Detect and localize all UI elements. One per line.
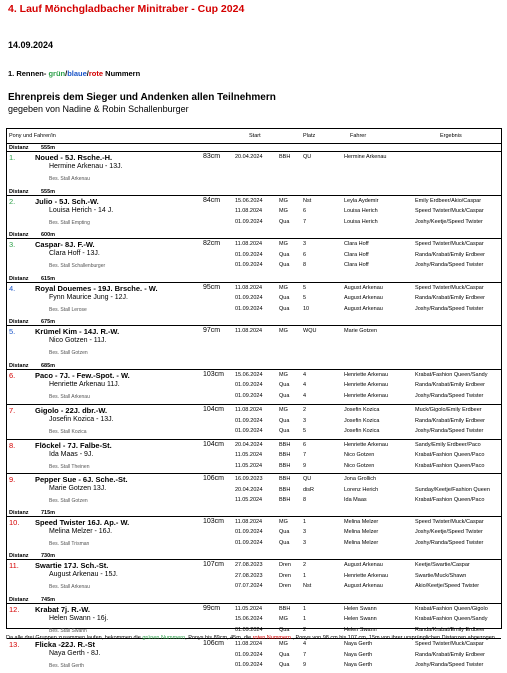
result-driver: Clara Hoff — [344, 241, 369, 247]
pony-number: 5. — [9, 327, 16, 336]
result-outcome: Speed Twister/Muck/Caspar — [415, 241, 484, 247]
stable-owner: Bes. Stall Gotzen — [49, 350, 88, 356]
result-driver: August Arkenau — [344, 295, 383, 301]
rider-name: Naya Gerth - 8J. — [49, 650, 101, 657]
distanz-row — [7, 274, 501, 283]
distanz-label: Distanz — [9, 319, 29, 325]
result-date: 01.09.2024 — [235, 382, 263, 388]
result-driver: Clara Hoff — [344, 251, 369, 258]
result-driver: Josefin Kozica — [344, 428, 380, 434]
pony-number: 7. — [9, 406, 16, 415]
footer-note: Da alle drei Gruppen zusammen laufen, bekommen die grünen Nummern, Ponys bis 89cm, 45m, die roten Nummern , Ponys von 98 cm bis 107 cm, 15m von ihrer ursprünglichen Distanzen abgezogen — [6, 635, 495, 641]
result-outcome: Krabat/Fashion Queen/Paco — [415, 462, 485, 469]
result-place: 8 — [303, 262, 307, 268]
result-venue: BBH — [279, 154, 291, 160]
result-outcome: Joshy/Randa/Speed Twister — [415, 428, 484, 434]
distanz-label: Distanz — [9, 596, 29, 603]
distanz-value: 555m — [41, 145, 56, 151]
result-driver: Henriette Arkenau — [344, 382, 389, 388]
result-place: 9 — [303, 462, 307, 469]
header-ergebnis: Ergebnis — [440, 133, 462, 139]
pony-name: Krabat 7j. R.-W. — [35, 604, 91, 614]
result-place: WQU — [303, 328, 317, 334]
result-outcome: Akio/Keetje/Speed Twister — [415, 583, 480, 589]
distanz-label: Distanz — [9, 145, 29, 151]
result-driver: Ida Maas — [344, 497, 367, 503]
result-venue: Dren — [279, 562, 291, 568]
pony-name: Pepper Sue - 6J. Sche.-St. — [35, 475, 128, 484]
result-date: 15.06.2024 — [235, 197, 263, 204]
result-driver: August Arkenau — [344, 305, 383, 312]
pony-number: 11. — [9, 561, 19, 570]
result-date: 07.07.2024 — [235, 583, 263, 589]
result-driver: August Arkenau — [344, 583, 383, 589]
rider-name: Henriette Arkenau 11J. — [49, 380, 120, 388]
distanz-row — [7, 551, 501, 560]
result-date: 27.08.2023 — [235, 572, 263, 579]
result-date: 15.06.2024 — [235, 616, 263, 622]
result-driver: Lorenz Herich — [344, 486, 379, 493]
pony-name: Julio - 5J. Sch.-W. — [35, 196, 99, 206]
result-venue: BBH — [279, 497, 291, 503]
result-date: 01.09.2024 — [235, 251, 263, 258]
pony-name: Caspar- 8J. F.-W. — [35, 240, 95, 249]
result-date: 11.05.2024 — [235, 452, 263, 458]
result-driver: Helen Swann — [344, 605, 377, 612]
result-date: 20.04.2024 — [235, 154, 263, 160]
pony-number: 9. — [9, 475, 16, 484]
pony-number: 10. — [9, 517, 20, 527]
table-row — [7, 439, 501, 474]
table-row — [7, 152, 501, 186]
result-date: 01.09.2024 — [235, 662, 263, 668]
distanz-row — [7, 508, 501, 517]
result-driver: Naya Gerth — [344, 651, 373, 658]
result-date: 11.05.2024 — [235, 605, 263, 612]
result-date: 01.09.2024 — [235, 428, 263, 434]
result-driver: August Arkenau — [344, 562, 383, 568]
distanz-value: 675m — [41, 319, 56, 325]
sponsor-line: gegeben von Nadine & Robin Schallenburger — [8, 104, 189, 114]
result-outcome: Krabat/Fashion Queen/Sandy — [415, 371, 488, 378]
result-venue: Qua — [279, 218, 290, 225]
rider-name: Melina Melzer - 16J. — [49, 527, 113, 535]
stable-owner: Bes. Stall Schallenburger — [49, 263, 106, 269]
distanz-label: Distanz — [9, 232, 29, 238]
result-date: 11.08.2024 — [235, 407, 263, 413]
result-venue: MG — [279, 518, 288, 525]
pony-number: 4. — [9, 283, 16, 293]
result-venue: BBH — [279, 462, 291, 469]
result-date: 01.09.2024 — [235, 529, 263, 535]
pony-height: 103cm — [203, 517, 225, 525]
result-place: 8 — [303, 497, 307, 503]
result-place: 2 — [303, 626, 307, 633]
result-venue: MG — [279, 284, 288, 291]
rider-name: Josefin Kozica - 13J. — [49, 416, 114, 423]
distanz-row — [7, 595, 501, 604]
result-venue: BBH — [279, 486, 291, 493]
result-date: 01.09.2024 — [235, 295, 263, 301]
rider-name: Clara Hoff - 13J. — [49, 250, 100, 257]
table-row — [7, 326, 501, 360]
result-outcome: Joshy/Randa/Speed Twister — [415, 305, 484, 312]
pony-number: 8. — [9, 440, 16, 450]
race-subtitle: 1. Rennen- grün/blaue/rote Nummern — [8, 69, 141, 78]
result-driver: Naya Gerth — [344, 641, 373, 647]
honor-prize-heading: Ehrenpreis dem Sieger und Andenken allen Teilnehmern — [8, 92, 276, 103]
result-venue: Qua — [279, 382, 290, 388]
result-outcome: Keetje/Swartie/Caspar — [415, 562, 470, 568]
rider-name: Marie Gotzen 13J. — [49, 485, 107, 492]
result-date: 01.09.2024 — [235, 305, 263, 312]
pony-number: 1. — [9, 153, 16, 162]
result-date: 27.08.2023 — [235, 562, 263, 568]
table-row — [7, 638, 501, 673]
result-venue: Qua — [279, 295, 290, 301]
rider-name: August Arkenau - 15J. — [49, 571, 118, 578]
distanz-label: Distanz — [9, 188, 29, 195]
result-outcome: Muck/Gigolo/Emily Erdbeer — [415, 407, 482, 413]
result-date: 15.06.2024 — [235, 371, 263, 378]
result-outcome: Joshy/Randa/Speed Twister — [415, 539, 484, 546]
pony-name: Paco - 7J. - Few.-Spot. - W. — [35, 370, 130, 380]
result-date: 11.08.2024 — [235, 284, 263, 291]
distanz-row — [7, 361, 501, 370]
distanz-value: 730m — [41, 553, 56, 559]
pony-height: 104cm — [203, 440, 225, 448]
pony-height: 107cm — [203, 561, 225, 568]
result-place: 7 — [303, 651, 307, 658]
stable-owner: Bes. Stall Gotzen — [49, 498, 88, 504]
rider-name: Ida Maas - 9J. — [49, 450, 94, 458]
result-date: 01.09.2024 — [235, 417, 263, 424]
result-place: 5 — [303, 428, 307, 434]
pony-height: 82cm — [203, 240, 221, 247]
result-date: 11.05.2024 — [235, 497, 263, 503]
result-place: 7 — [303, 218, 307, 225]
pony-number: 13. — [9, 640, 20, 649]
result-place: 1 — [303, 605, 307, 612]
result-venue: Qua — [279, 262, 290, 268]
pony-height: 84cm — [203, 196, 221, 204]
result-driver: Nico Gotzen — [344, 452, 375, 458]
result-date: 01.09.2024 — [235, 262, 263, 268]
result-place: 6 — [303, 251, 307, 258]
result-outcome: Krabat/Fashion Queen/Paco — [415, 497, 485, 503]
result-venue: MG — [279, 407, 288, 413]
result-driver: August Arkenau — [344, 284, 383, 291]
result-outcome: Randa/Krabat/Emily Erdbeer — [415, 251, 486, 258]
result-driver: Josefin Kozica — [344, 407, 380, 413]
distanz-label: Distanz — [9, 553, 29, 559]
result-date: 11.05.2024 — [235, 462, 263, 469]
result-driver: Leyla Aydemir — [344, 197, 379, 204]
result-outcome: Sandy/Emily Erdbeer/Paco — [415, 441, 481, 448]
result-driver: Josefin Kozica — [344, 417, 380, 424]
result-outcome: Speed Twister/Muck/Caspar — [415, 208, 484, 214]
distanz-label: Distanz — [9, 362, 29, 369]
result-driver: Marie Gotzen — [344, 328, 378, 334]
result-place: 10 — [303, 305, 310, 312]
distanz-value: 745m — [41, 596, 56, 603]
stable-owner: Bes. Stall Arkenau — [49, 393, 90, 400]
result-outcome: Sunday/Keetje/Fashion Queen — [415, 486, 490, 493]
result-venue: Qua — [279, 305, 290, 312]
result-venue: Qua — [279, 251, 290, 258]
result-driver: Naya Gerth — [344, 662, 373, 668]
result-date: 01.09.2024 — [235, 539, 263, 546]
distanz-row — [7, 143, 501, 152]
result-venue: Qua — [279, 529, 290, 535]
pony-name: Swartie 17J. Sch.-St. — [35, 561, 109, 570]
result-outcome: Joshy/Keetje/Speed Twister — [415, 529, 483, 535]
result-outcome: Joshy/Randa/Speed Twister — [415, 662, 484, 668]
result-place: 9 — [303, 662, 307, 668]
result-date: 01.09.2024 — [235, 651, 263, 658]
result-outcome: Speed Twister/Muck/Caspar — [415, 641, 484, 647]
pony-height: 99cm — [203, 604, 221, 612]
result-place: 1 — [303, 572, 307, 579]
stable-owner: Bes. Stall Theinen — [49, 463, 90, 470]
result-place: 4 — [303, 382, 307, 388]
distanz-label: Distanz — [9, 275, 29, 282]
stable-owner: Bes. Stall Gerth — [49, 663, 85, 669]
result-venue: MG — [279, 641, 288, 647]
result-place: 5 — [303, 284, 307, 291]
result-place: QU — [303, 476, 312, 482]
header-pony: Pony und Fahrer/in — [9, 133, 56, 139]
pony-name: Flöckel - 7J. Falbe-St. — [35, 440, 112, 450]
result-outcome: Krabat/Fashion Queen/Sandy — [415, 616, 488, 622]
result-driver: Henriette Arkenau — [344, 441, 389, 448]
result-venue: MG — [279, 208, 288, 214]
result-place: 7 — [303, 452, 307, 458]
result-place: Nst — [303, 583, 312, 589]
result-date: 01.09.2024 — [235, 626, 263, 633]
result-driver: Melina Melzer — [344, 539, 379, 546]
pony-name: Gigolo - 22J. dbr.-W. — [35, 406, 108, 415]
result-venue: BBH — [279, 605, 291, 612]
result-outcome: Randa/Krabat/Emily Erdbeer — [415, 417, 486, 424]
table-row — [7, 196, 501, 230]
pony-height: 83cm — [203, 153, 221, 160]
result-driver: Melina Melzer — [344, 518, 379, 525]
result-outcome: Krabat/Fashion Queen/Gigolo — [415, 605, 488, 612]
result-place: 1 — [303, 616, 307, 622]
result-place: QU — [303, 154, 312, 160]
table-header — [7, 129, 501, 144]
result-outcome: Randa/Krabat/Emily Erdbeer — [415, 382, 486, 388]
result-place: Nst — [303, 197, 312, 204]
result-date: 20.04.2024 — [235, 441, 263, 448]
distanz-row — [7, 317, 501, 326]
result-driver: Nico Gotzen — [344, 462, 375, 469]
result-venue: Dren — [279, 583, 291, 589]
result-outcome: Joshy/Randa/Speed Twister — [415, 392, 484, 399]
header-start: Start — [249, 133, 261, 139]
result-driver: Jona Grollich — [344, 476, 377, 482]
distanz-value: 715m — [41, 509, 56, 516]
result-place: 3 — [303, 417, 307, 424]
result-driver: Louisa Herich — [344, 208, 378, 214]
result-place: 3 — [303, 529, 307, 535]
result-driver: Melina Melzer — [344, 529, 379, 535]
stable-owner: Bes. Stall Lerose — [49, 306, 87, 313]
header-fahrer: Fahrer — [350, 133, 367, 139]
pony-number: 12. — [9, 604, 20, 614]
pony-name: Speed Twister 16J. Ap.- W. — [35, 517, 130, 527]
result-venue: MG — [279, 197, 288, 204]
result-outcome: Joshy/Keetje/Speed Twister — [415, 218, 483, 225]
result-venue: BBH — [279, 476, 291, 482]
result-place: 4 — [303, 641, 307, 647]
result-place: 5 — [303, 295, 307, 301]
table-row — [7, 283, 501, 317]
pony-height: 95cm — [203, 283, 221, 291]
result-place: 4 — [303, 371, 307, 378]
result-outcome: Speed Twister/Muck/Caspar — [415, 284, 484, 291]
table-row — [7, 604, 501, 638]
result-venue: Qua — [279, 626, 290, 633]
distanz-value: 615m — [41, 275, 56, 282]
pony-name: Flicka -22J. R.-St — [35, 640, 96, 649]
pony-name: Noued - 5J. Rsche.-H. — [35, 153, 113, 162]
result-venue: BBH — [279, 452, 291, 458]
result-outcome: Randa/Krabat/Emily Erdbeer — [415, 626, 486, 633]
pony-number: 3. — [9, 240, 16, 249]
result-date: 11.08.2024 — [235, 241, 263, 247]
rider-name: Fynn Maurice Jung - 12J. — [49, 293, 128, 301]
pony-height: 104cm — [203, 406, 225, 413]
stable-owner: Bes. Stall Arkenau — [49, 584, 90, 590]
result-place: 1 — [303, 518, 307, 525]
result-date: 01.09.2024 — [235, 392, 263, 399]
distanz-value: 555m — [41, 188, 56, 195]
race-date: 14.09.2024 — [8, 40, 54, 50]
result-outcome: Joshy/Randa/Speed Twister — [415, 262, 484, 268]
stable-owner: Bes. Stall Swann — [49, 627, 87, 634]
result-date: 11.08.2024 — [235, 518, 263, 525]
result-outcome: Emily Erdbeer/Akio/Caspar — [415, 197, 482, 204]
table-row — [7, 560, 501, 594]
result-driver: Helen Swann — [344, 616, 377, 622]
pony-number: 6. — [9, 370, 16, 380]
result-venue: MG — [279, 241, 288, 247]
rider-name: Louisa Herich - 14 J. — [49, 206, 114, 214]
table-row — [7, 473, 501, 508]
distanz-value: 685m — [41, 362, 56, 369]
result-venue: Qua — [279, 392, 290, 399]
result-driver: Henriette Arkenau — [344, 371, 389, 378]
page-title: 4. Lauf Mönchgladbacher Minitraber - Cup 2024 — [8, 3, 245, 15]
table-row — [7, 239, 501, 273]
result-date: 01.09.2024 — [235, 218, 263, 225]
result-place: 6 — [303, 441, 307, 448]
result-venue: Qua — [279, 417, 290, 424]
result-outcome: Swartie/Muck/Shawn — [415, 572, 467, 579]
result-venue: Qua — [279, 428, 290, 434]
result-date: 16.09.2023 — [235, 476, 263, 482]
result-place: 2 — [303, 407, 307, 413]
result-venue: Qua — [279, 539, 290, 546]
result-place: 4 — [303, 392, 307, 399]
pony-name: Krümel Kim - 14J. R.-W. — [35, 327, 120, 336]
rider-name: Hermine Arkenau - 13J. — [49, 163, 123, 170]
distanz-label: Distanz — [9, 509, 29, 516]
distanz-row — [7, 187, 501, 196]
result-venue: Dren — [279, 572, 291, 579]
stable-owner: Bes. Stall Empting — [49, 219, 90, 226]
result-date: 11.08.2024 — [235, 328, 263, 334]
result-venue: BBH — [279, 441, 291, 448]
table-row — [7, 404, 501, 439]
result-driver: Henriette Arkenau — [344, 572, 389, 579]
result-outcome: Randa/Krabat/Emily Erdbeer — [415, 295, 486, 301]
pony-height: 106cm — [203, 640, 225, 647]
result-place: 6 — [303, 208, 307, 214]
pony-name: Royal Douemes - 19J. Brsche. - W. — [35, 283, 158, 293]
result-driver: Louisa Herich — [344, 218, 378, 225]
header-platz: Platz — [303, 133, 316, 139]
result-driver: Henriette Arkenau — [344, 392, 389, 399]
table-row — [7, 370, 501, 404]
result-venue: MG — [279, 328, 288, 334]
stable-owner: Bes. Stall Kozica — [49, 429, 87, 435]
pony-height: 103cm — [203, 370, 225, 378]
distanz-row — [7, 230, 501, 239]
result-driver: Hermine Arkenau — [344, 154, 387, 160]
result-date: 20.04.2024 — [235, 486, 263, 493]
result-outcome: Krabat/Fashion Queen/Paco — [415, 452, 485, 458]
result-date: 11.08.2024 — [235, 641, 263, 647]
result-place: 3 — [303, 241, 307, 247]
stable-owner: Bes. Stall Arkenau — [49, 176, 90, 182]
rider-name: Nico Gotzen - 11J. — [49, 337, 107, 344]
result-driver: Clara Hoff — [344, 262, 369, 268]
stable-owner: Bes. Stall Trisman — [49, 540, 90, 547]
pony-number: 2. — [9, 196, 16, 206]
result-outcome: Speed Twister/Muck/Caspar — [415, 518, 484, 525]
result-place: 3 — [303, 539, 307, 546]
distanz-value: 600m — [41, 232, 56, 238]
result-venue: MG — [279, 616, 288, 622]
rider-name: Helen Swann - 16j. — [49, 614, 109, 622]
pony-height: 97cm — [203, 327, 221, 334]
result-place: disR — [303, 486, 315, 493]
table-row — [7, 517, 501, 551]
result-date: 11.08.2024 — [235, 208, 263, 214]
pony-height: 106cm — [203, 475, 225, 482]
result-outcome: Randa/Krabat/Emily Erdbeer — [415, 651, 486, 658]
result-venue: MG — [279, 371, 288, 378]
result-driver: Helen Swann — [344, 626, 377, 633]
result-venue: Qua — [279, 651, 290, 658]
result-place: 2 — [303, 562, 307, 568]
result-venue: Qua — [279, 662, 290, 668]
